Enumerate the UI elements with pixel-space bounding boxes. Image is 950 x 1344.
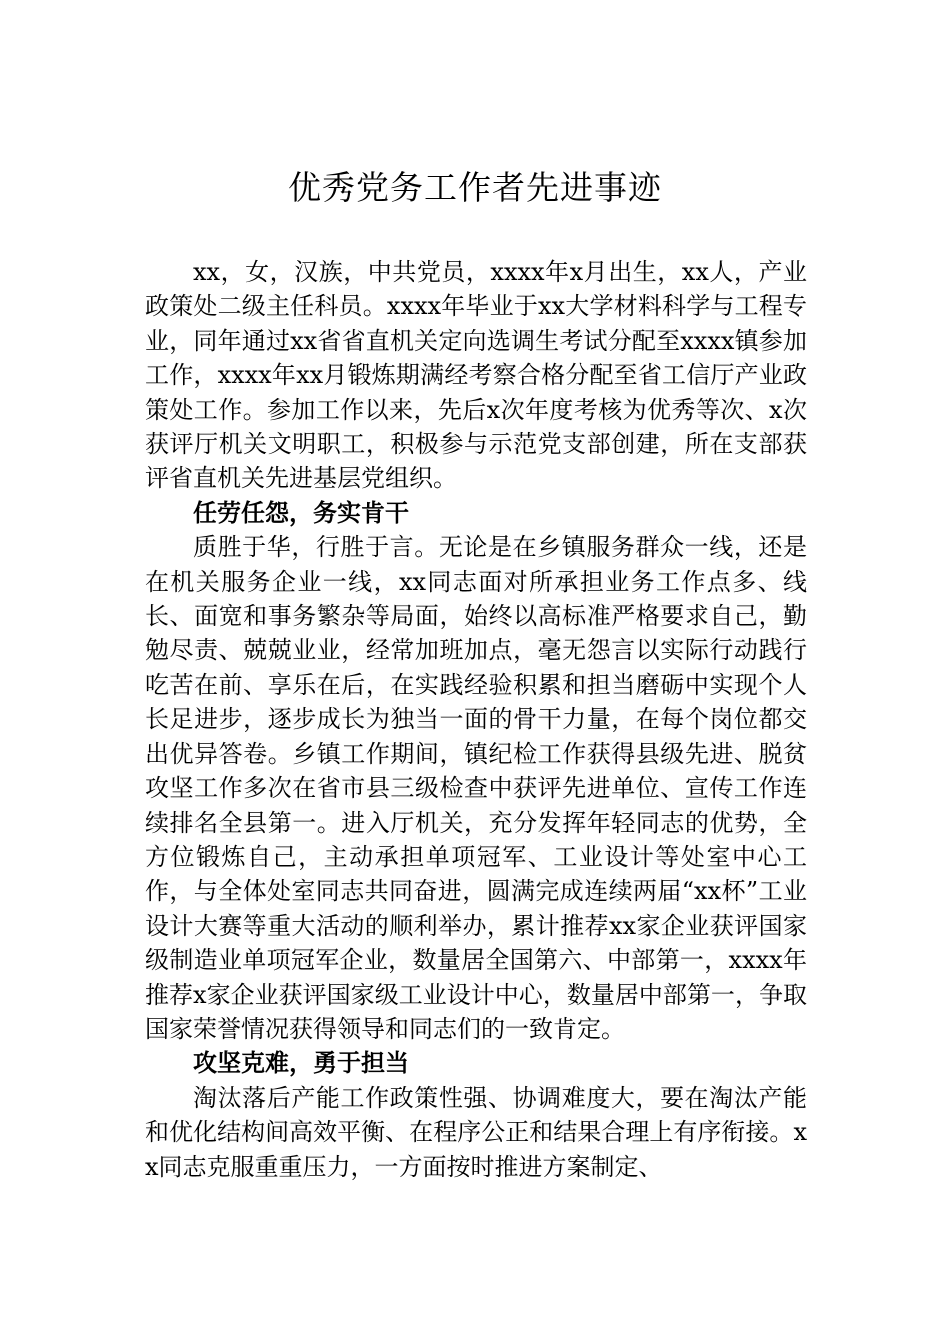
- section-paragraph-2: 淘汰落后产能工作政策性强、协调难度大，要在淘汰产能和优化结构间高效平衡、在程序公正和结果合理上有序衔接。xx同志克服重重压力，一方面按时推进方案制定、: [145, 1083, 807, 1181]
- document-title: 优秀党务工作者先进事迹: [288, 168, 662, 207]
- section-paragraph-1: 质胜于华，行胜于言。无论是在乡镇服务群众一线，还是在机关服务企业一线，xx同志面对所承担业务工作点多、线长、面宽和事务繁杂等局面，始终以高标准严格要求自己，勤勉尽责、兢兢业业，经常加班加点，毫无怨言以实际行动践行吃苦在前、享乐在后，在实践经验积累和担当磨砺中实现个人长足进步，逐步成长为独当一面的骨干力量，在每个岗位都交出优异答卷。乡镇工作期间，镇纪检工作获得县级先进、脱贫攻坚工作多次在省市县三级检查中获评先进单位、宣传工作连续排名全县第一。进入厅机关，充分发挥年轻同志的优势，全方位锻炼自己，主动承担单项冠军、工业设计等处室中心工作，与全体处室同志共同奋进，圆满完成连续两届“xx杯”工业设计大赛等重大活动的顺利举办，累计推荐xx家企业获评国家级制造业单项冠军企业，数量居全国第六、中部第一，xxxx年推荐x家企业获评国家级工业设计中心，数量居中部第一，争取国家荣誉情况获得领导和同志们的一致肯定。: [145, 533, 807, 1043]
- section-heading-2: 攻坚克难，勇于担当: [193, 1049, 409, 1078]
- document-body: [145, 255, 807, 1184]
- section-heading-1: 任劳任怨，务实肯干: [193, 498, 409, 527]
- intro-paragraph: xx，女，汉族，中共党员，xxxx年x月出生，xx人，产业政策处二级主任科员。xxxx年毕业于xx大学材料科学与工程专业，同年通过xx省省直机关定向选调生考试分配至xxxx镇参加工作，xxxx年xx月锻炼期满经考察合格分配至省工信厅产业政策处工作。参加工作以来，先后x次年度考核为优秀等次、x次获评厅机关文明职工，积极参与示范党支部创建，所在支部获评省直机关先进基层党组织。: [145, 258, 807, 493]
